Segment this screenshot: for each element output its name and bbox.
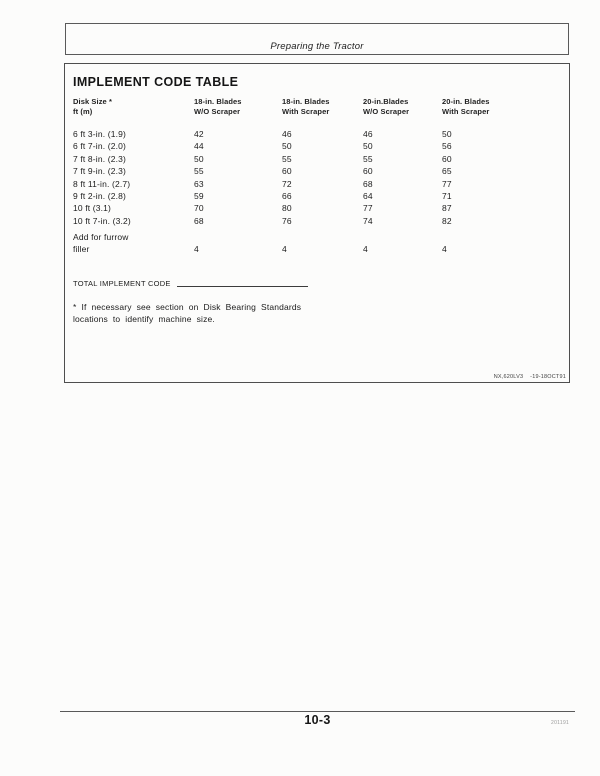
table-row — [73, 215, 565, 227]
code-value-cell: 60 — [442, 153, 452, 164]
furrow-value-cell: 4 — [194, 244, 199, 255]
footnote-line-2: locations to identify machine size. — [73, 314, 215, 325]
code-value-cell: 60 — [282, 166, 292, 177]
code-value-cell: 50 — [442, 129, 452, 139]
code-value-cell: 76 — [282, 215, 292, 226]
footnote-line-1: * If necessary see section on Disk Bearing Standards — [73, 302, 302, 312]
disk-size-cell: 6 ft 7-in. (2.0) — [73, 141, 126, 152]
column-header-disk-size: Disk Size * ft (m) — [73, 97, 113, 116]
table-title: IMPLEMENT CODE TABLE — [73, 75, 239, 89]
implement-code-table-box — [64, 63, 570, 383]
total-implement-code — [73, 279, 308, 288]
code-value-cell: 64 — [363, 191, 373, 202]
furrow-value-cell: 4 — [442, 244, 447, 255]
code-value-cell: 66 — [282, 191, 292, 202]
code-value-cell: 55 — [363, 153, 373, 164]
code-value-cell: 46 — [282, 129, 292, 139]
table-row — [73, 190, 565, 202]
disk-size-cell: 10 ft 7-in. (3.2) — [73, 215, 131, 226]
table-row — [73, 178, 565, 190]
code-value-cell: 56 — [442, 141, 452, 152]
code-value-cell: 74 — [363, 215, 373, 226]
code-value-cell: 71 — [442, 191, 452, 202]
disk-size-cell: 6 ft 3-in. (1.9) — [73, 129, 126, 139]
furrow-value-cell: 4 — [363, 244, 368, 255]
code-value-cell: 59 — [194, 191, 204, 202]
column-header-20-wo: 20-in.Blades W/O Scraper — [363, 97, 410, 116]
code-value-cell: 68 — [194, 215, 204, 226]
furrow-filler-section — [73, 231, 565, 256]
furrow-label-line1: Add for furrow — [73, 232, 129, 242]
code-value-cell: 44 — [194, 141, 204, 152]
furrow-value-cell: 4 — [282, 244, 287, 255]
footnote — [73, 301, 301, 326]
code-value-cell: 60 — [363, 166, 373, 177]
code-value-cell: 68 — [363, 178, 373, 189]
code-value-cell: 87 — [442, 203, 452, 214]
column-header-20-with: 20-in. Blades With Scraper — [442, 97, 490, 116]
code-value-cell: 70 — [194, 203, 204, 214]
print-code: 201191 — [551, 720, 570, 726]
column-header-18-wo: 18-in. Blades W/O Scraper — [194, 97, 242, 116]
furrow-filler-row — [73, 243, 565, 255]
table-row — [73, 140, 565, 152]
code-value-cell: 50 — [194, 153, 204, 164]
footer-rule — [60, 711, 575, 712]
total-code-blank-line — [177, 286, 308, 287]
furrow-label-line2: filler — [73, 244, 90, 255]
table-header-row — [73, 97, 565, 116]
running-header — [65, 23, 569, 55]
table-body — [73, 128, 565, 227]
table-row — [73, 165, 565, 177]
code-value-cell: 50 — [363, 141, 373, 152]
code-value-cell: 80 — [282, 203, 292, 214]
code-value-cell: 55 — [282, 153, 292, 164]
document-code: NX,620LV3 -19-18OCT91 — [493, 374, 566, 380]
disk-size-cell: 8 ft 11-in. (2.7) — [73, 178, 131, 189]
disk-size-cell: 7 ft 8-in. (2.3) — [73, 153, 126, 164]
table-row — [73, 202, 565, 214]
disk-size-cell: 7 ft 9-in. (2.3) — [73, 166, 126, 177]
page-number: 10-3 — [304, 713, 331, 727]
code-value-cell: 65 — [442, 166, 452, 177]
running-header-title: Preparing the Tractor — [270, 41, 364, 52]
code-value-cell: 82 — [442, 215, 452, 226]
code-value-cell: 77 — [363, 203, 373, 214]
code-value-cell: 42 — [194, 129, 204, 139]
table-row — [73, 153, 565, 165]
disk-size-cell: 10 ft (3.1) — [73, 203, 112, 214]
code-value-cell: 46 — [363, 129, 373, 139]
code-value-cell: 63 — [194, 178, 204, 189]
code-value-cell: 77 — [442, 178, 452, 189]
table-row — [73, 128, 565, 140]
column-header-18-with: 18-in. Blades With Scraper — [282, 97, 330, 116]
code-value-cell: 55 — [194, 166, 204, 177]
code-value-cell: 72 — [282, 178, 292, 189]
disk-size-cell: 9 ft 2-in. (2.8) — [73, 191, 126, 202]
total-implement-code-label: TOTAL IMPLEMENT CODE — [73, 279, 171, 288]
code-value-cell: 50 — [282, 141, 292, 152]
